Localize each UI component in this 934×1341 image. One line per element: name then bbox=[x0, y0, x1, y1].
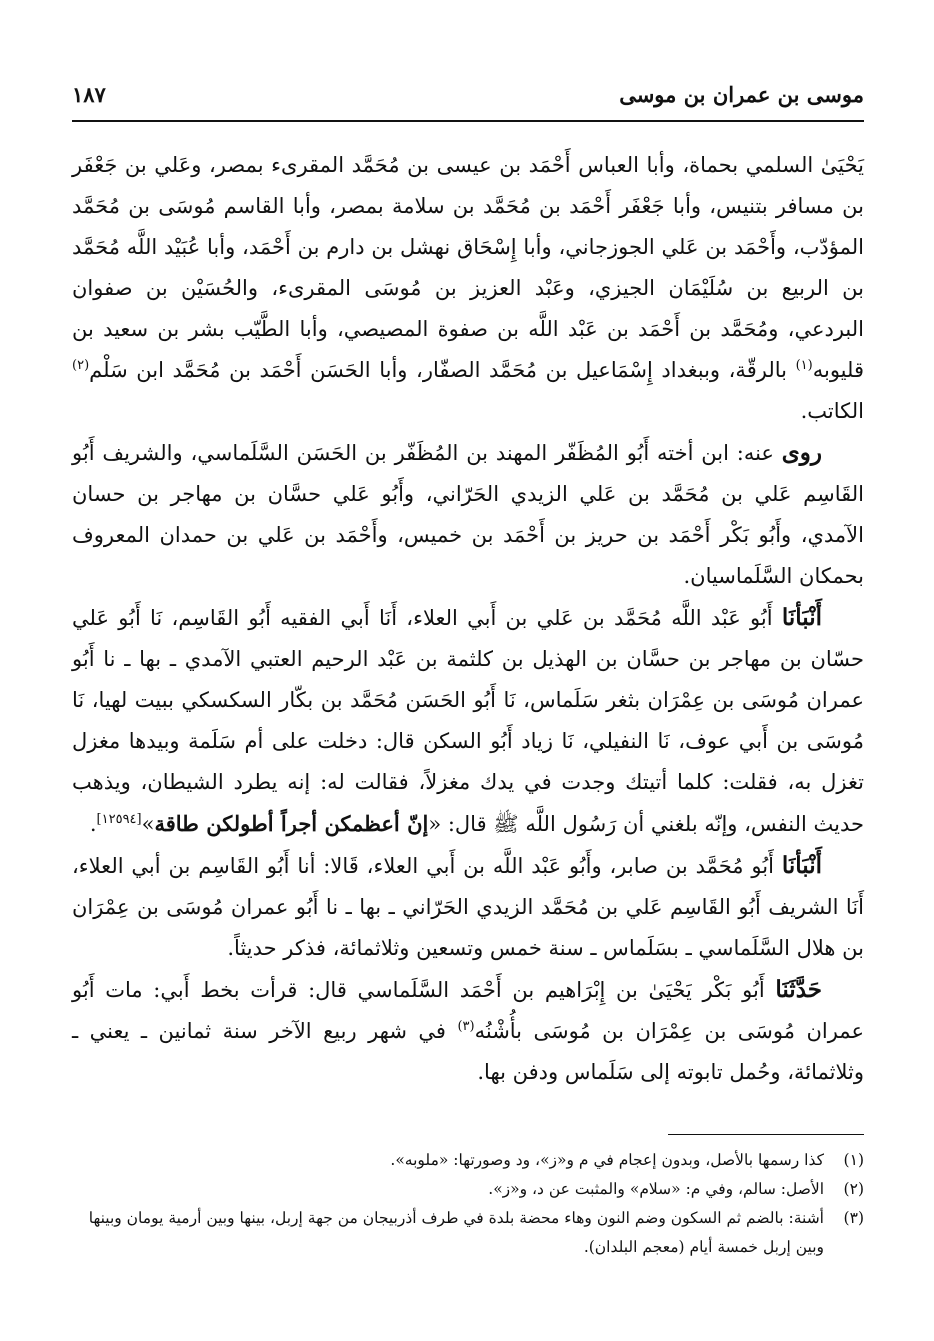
footnote-divider bbox=[668, 1134, 864, 1135]
paragraph-text: أَبُو مُحَمَّد بن صابر، وأَبُو عَبْد اللَّه بن أَبي العلاء، قَالا: أنا أَبُو القَاسِم بن أبي العلاء، أَنَا الشريف أَبُو القَاسِم عَلي بن مُحَمَّد الزيدي الحَرّاني ـ بها ـ نا أَبُو عمران مُوسَى بن عِمْرَان بن هلال السَّلَماسي ـ بسَلَماس ـ سنة خمس وتسعين وثلاثمائة، فذكر حديثاً. bbox=[72, 854, 864, 960]
footnote-text: الأصل: سالم، وفي م: «سلام» والمثبت عن د، و«ز». bbox=[488, 1180, 824, 1198]
running-title: موسى بن عمران بن موسى bbox=[619, 82, 864, 107]
paragraph-students bbox=[72, 432, 864, 597]
footnote-1 bbox=[72, 1146, 864, 1175]
paragraph-text: . bbox=[89, 812, 97, 836]
footnote-text: كذا رسمها بالأصل، وبدون إعجام في م و«ز»، ود وصورتها: «ملوبه». bbox=[390, 1151, 824, 1169]
footnote-2 bbox=[72, 1175, 864, 1204]
footnote-marker-3[interactable]: (٣) bbox=[457, 1019, 475, 1034]
paragraph-text: يَحْيَىٰ السلمي بحماة، وأبا العباس أَحْمَد بن عيسى بن مُحَمَّد المقرىء بمصر، وعَلي بن جَعْفَر بن مسافر بتنيس، وأبا جَعْفَر أَحْمَد بن مُحَمَّد بن سلامة بمصر، وأبا القاسم مُوسَى بن مُحَمَّد المؤدّب، وأَحْمَد بن عَلي الجوزجاني، وأبا إِسْحَاق نهشل بن دارم بن أَحْمَد، وأبا عُبَيْد اللَّه مُحَمَّد بن الربيع بن سُلَيْمَان الجيزي، وعَبْد العزيز بن مُوسَى المقرىء، والحُسَيْن بن صفوان البردعي، ومُحَمَّد بن أَحْمَد بن عَبْد اللَّه بن صفوة المصيصي، وأبا الطَّيّب بشر بن سعيد بن قليوبه bbox=[72, 153, 864, 382]
footnote-number: (٢) bbox=[843, 1180, 864, 1198]
footnote-3 bbox=[72, 1204, 864, 1262]
page-header bbox=[72, 78, 864, 114]
footnote-number: (٣) bbox=[843, 1209, 864, 1227]
paragraph-lead-word: أَنْبَأنَا bbox=[781, 852, 822, 879]
paragraph-text: » bbox=[141, 812, 155, 836]
paragraph-teachers bbox=[72, 145, 864, 432]
footnotes bbox=[72, 1146, 864, 1262]
paragraph-narration bbox=[72, 845, 864, 969]
paragraph-text: الكاتب. bbox=[800, 399, 864, 423]
paragraph-death bbox=[72, 969, 864, 1093]
paragraph-text: في شهر ربيع الآخر سنة ثمانين ـ يعني ـ وثلاثمائة، وحُمل تابوته إلى سَلَماس ودفن بها. bbox=[72, 1019, 864, 1084]
paragraph-lead-word: حَدَّثَنَا bbox=[775, 976, 822, 1003]
header-divider bbox=[72, 120, 864, 122]
footnote-number: (١) bbox=[843, 1151, 864, 1169]
paragraph-text: أَبُو عَبْد اللَّه مُحَمَّد بن عَلي بن أَبي العلاء، أَنَا أَبي الفقيه أَبُو القَاسِم، نَا أَبُو عَلي حسّان بن مهاجر بن حسَّان بن الهذيل بن كلثمة بن عَبْد الرحيم العتبي الآمدي ـ بها ـ نا أَبُو عمران مُوسَى بن عِمْرَان بثغر سَلَماس، نَا أَبُو الحَسَن مُحَمَّد بن بكّار السكسكي ببيت لهيا، نَا مُوسَى بن أَبي عوف، نَا النفيلي، نَا زياد أَبُو السكن قال: دخلت على أم سَلَمة وبيدها مغزل تغزل به، فقلت: كلما أتيتك وجدت في يدك مغزلاً، فقالت له: إنه يطرد الشيطان، ويذهب حديث النفس، وإنّه بلغني أن رَسُول اللَّه ﷺ قال: « bbox=[72, 606, 864, 836]
page-number: ١٨٧ bbox=[72, 82, 106, 107]
main-text bbox=[72, 145, 864, 1093]
hadith-text: إنّ أعظمكن أجراً أطولكن طاقة bbox=[154, 811, 429, 836]
paragraph-lead-word: روى bbox=[781, 439, 822, 466]
hadith-reference-number: [١٢٥٩٤] bbox=[96, 812, 142, 827]
footnote-text: أشنة: بالضم ثم السكون وضم النون وهاء محضة بلدة في طرف أذربيجان من جهة إربل، بينها وبين أرمية يومان وبينها وبين إربل خمسة أيام (معجم البلدان). bbox=[88, 1209, 824, 1256]
footnote-marker-1[interactable]: (١) bbox=[795, 358, 813, 373]
paragraph-text: عنه: ابن أخته أَبُو المُظَفّر المهند بن المُظَفّر بن الحَسَن السَّلَماسي، والشريف أَبُو القَاسِم عَلي بن مُحَمَّد بن عَلي الزيدي الحَرّاني، وأَبُو عَلي حسَّان بن مهاجر بن حسان الآمدي، وأَبُو بَكْر أَحْمَد بن حريز بن أَحْمَد بن خميس، وأَحْمَد بن عَلي بن حمدان المعروف بحمكان السَّلَماسيان. bbox=[72, 441, 864, 588]
paragraph-lead-word: أَنْبَأنَا bbox=[781, 604, 822, 631]
footnote-marker-2[interactable]: (٢) bbox=[72, 358, 90, 373]
paragraph-text: أَبُو بَكْر يَحْيَىٰ بن إِبْرَاهيم بن أَحْمَد السَّلَماسي قال: قرأت بخط أَبي: مات أَبُو عمران مُوسَى بن عِمْرَان بن مُوسَى بأُشْنُه bbox=[72, 978, 864, 1043]
paragraph-hadith bbox=[72, 597, 864, 845]
paragraph-text: بالرقّة، وببغداد إِسْمَاعيل بن مُحَمَّد الصفّار، وأبا الحَسَن أَحْمَد بن مُحَمَّد ابن سَلْم bbox=[89, 358, 796, 382]
